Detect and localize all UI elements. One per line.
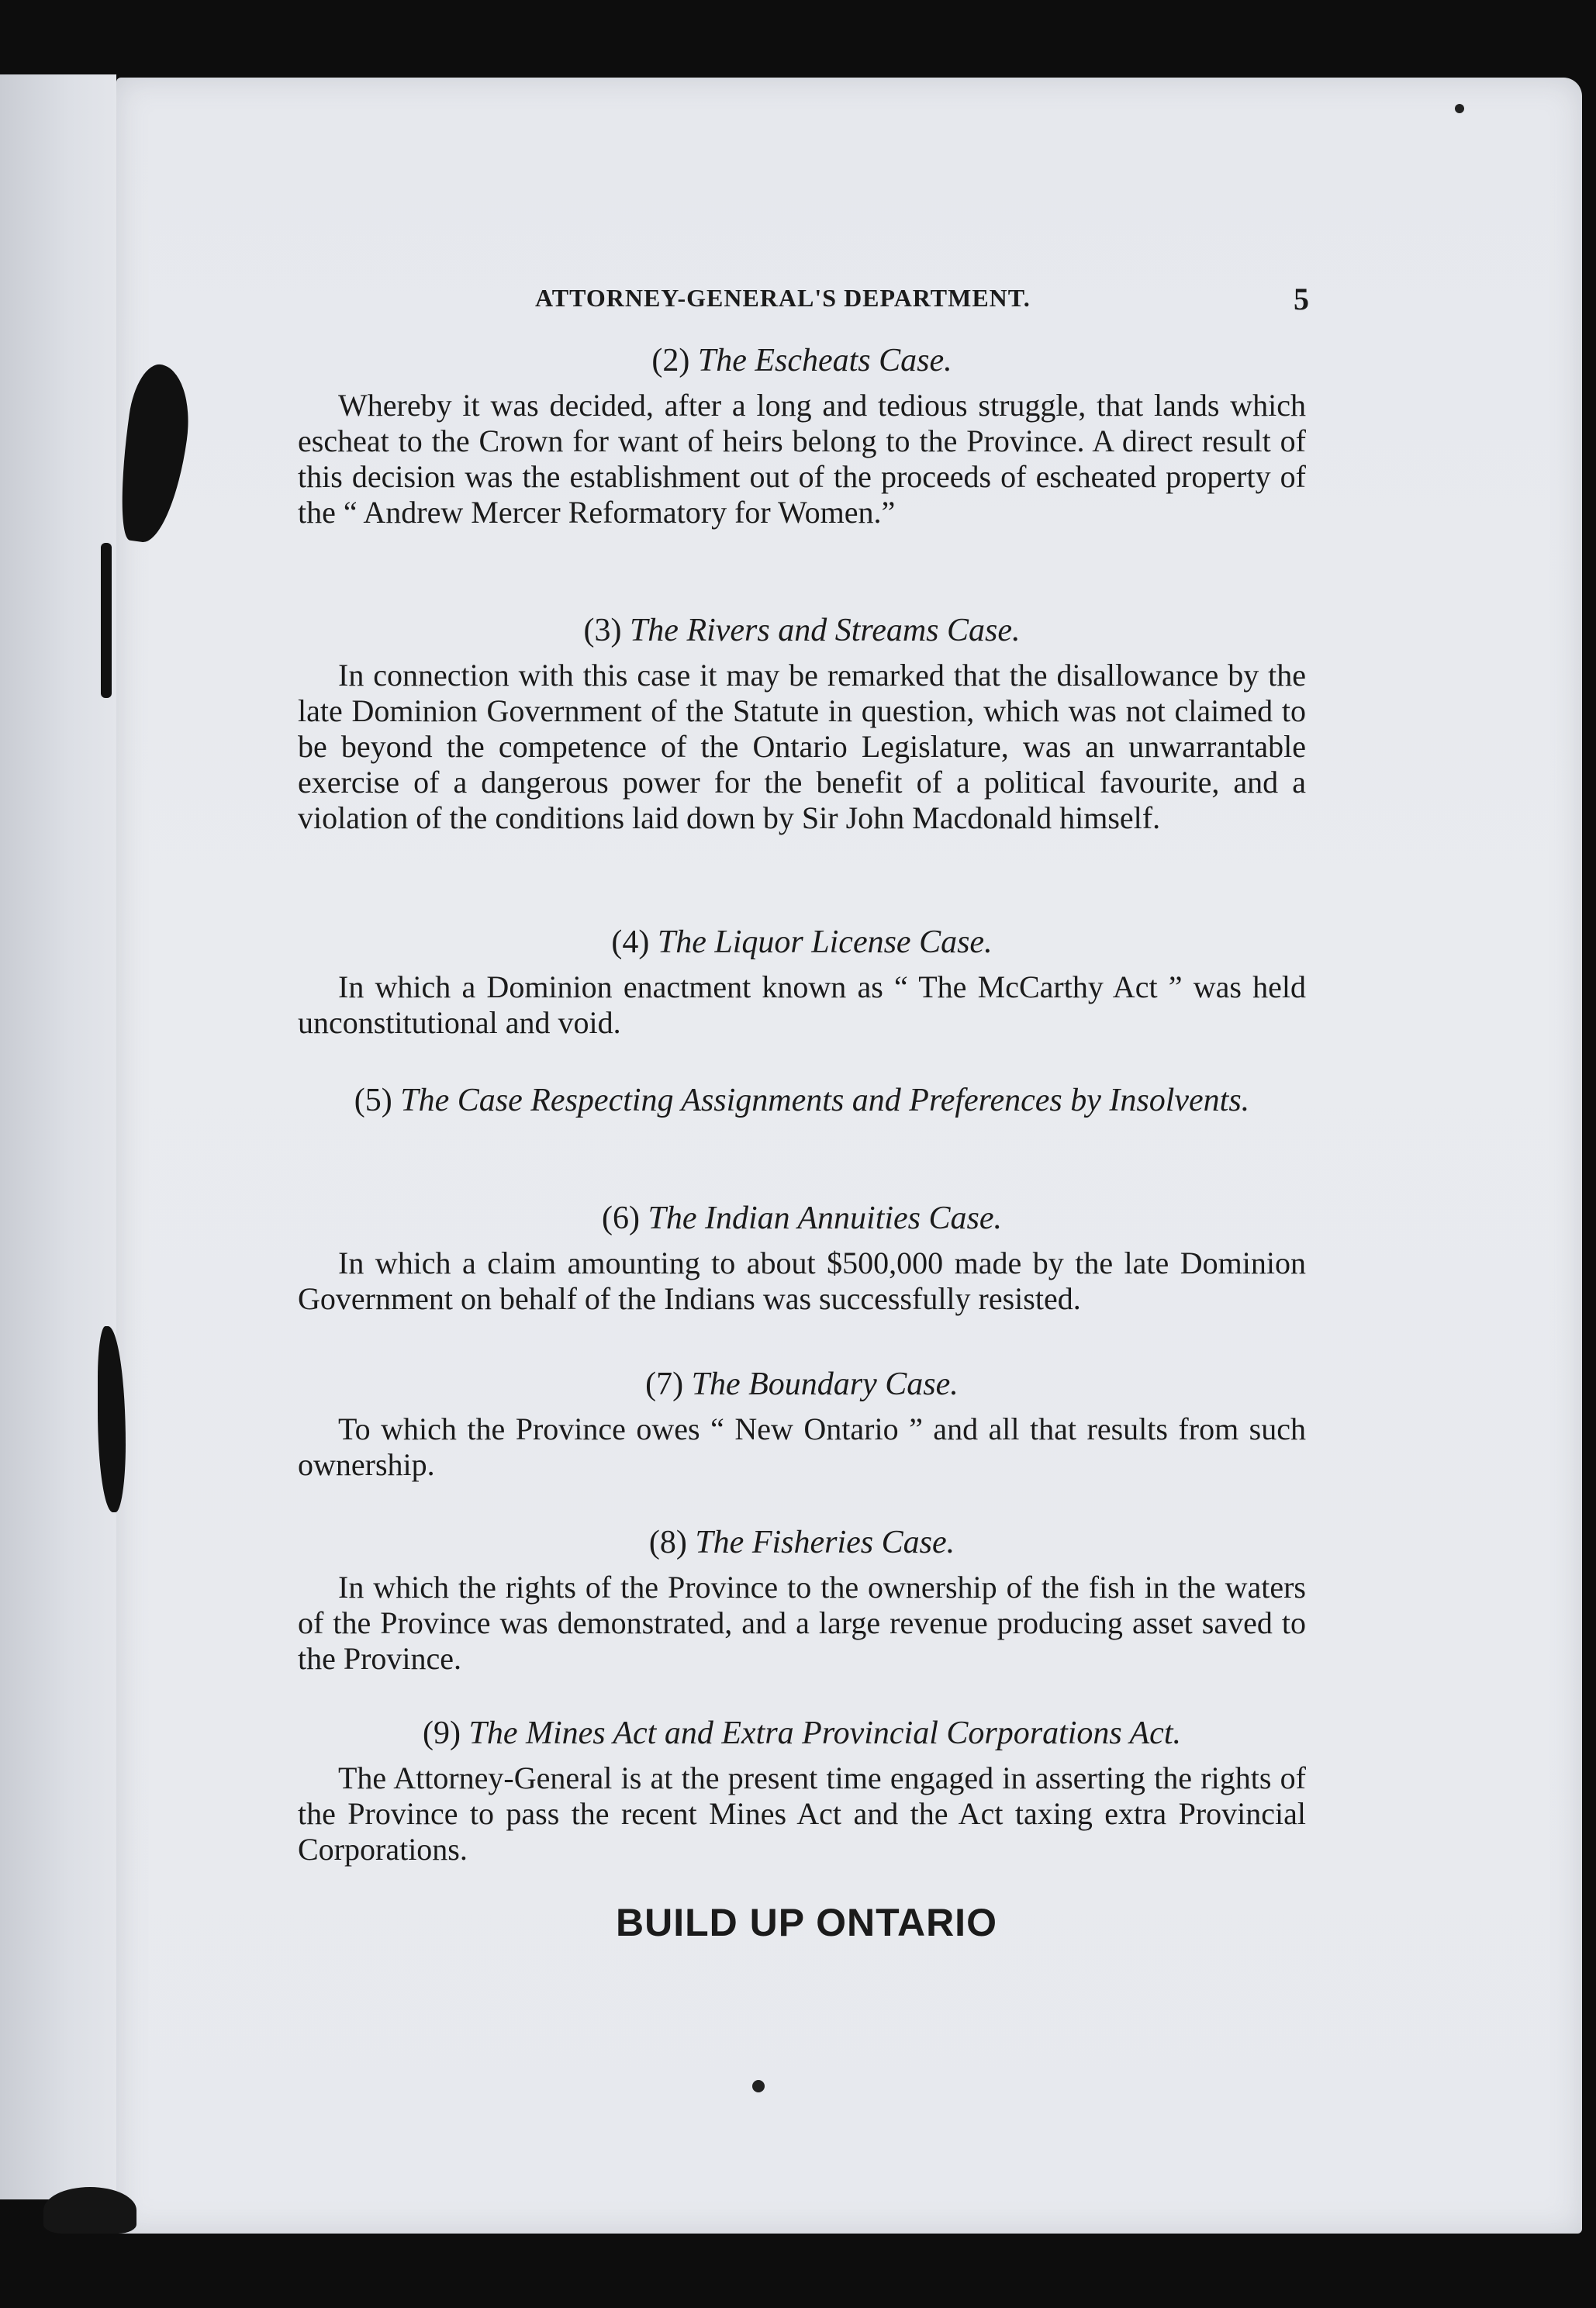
section-heading <box>298 1714 1306 1753</box>
section-heading <box>298 1081 1306 1120</box>
ink-speck <box>752 2080 765 2092</box>
section-number: (4) <box>611 924 650 960</box>
section-body: In which the rights of the Province to the ownership of the fish in the waters of the Province was demonstrated, and a large revenue producing asset saved to the Province. <box>298 1570 1306 1676</box>
section-title: The Case Respecting Assignments and Preferences by Insolvents. <box>400 1083 1250 1118</box>
section-number: (7) <box>645 1366 684 1402</box>
section-title: The Boundary Case. <box>691 1366 959 1402</box>
section-heading <box>298 341 1306 380</box>
section-heading <box>298 923 1306 962</box>
section-body: In connection with this case it may be remarked that the disallowance by the late Dominion Government of the Statute in question, which was not claimed to be beyond the competence of the Ontario Legislature, was an unwarrantable exercise of a dangerous power for the benefit of a political favourite, and a violation of the conditions laid down by Sir John Macdonald himself. <box>298 658 1306 835</box>
facing-page-edge <box>0 74 116 2199</box>
section-body: In which a claim amounting to about $500,000 made by the late Dominion Government on behalf of the Indians was successfully resisted. <box>298 1246 1306 1316</box>
section-title: The Liquor License Case. <box>657 924 993 960</box>
section-number: (3) <box>583 613 622 648</box>
section-body: The Attorney-General is at the present time engaged in asserting the rights of the Province to pass the recent Mines Act and the Act taxing extra Provincial Corporations. <box>298 1760 1306 1867</box>
section-title: The Indian Annuities Case. <box>648 1201 1003 1236</box>
section-body: Whereby it was decided, after a long and tedious struggle, that lands which escheat to the Crown for want of heirs belong to the Province. A direct result of this decision was the establishment out of the proceeds of escheated property of the “ Andrew Mercer Reformatory for Women.” <box>298 388 1306 530</box>
section-boundary <box>298 1365 1306 1483</box>
corner-shadow <box>43 2187 136 2234</box>
ink-speck <box>1455 104 1464 113</box>
section-heading <box>298 1523 1306 1562</box>
section-mines-act <box>298 1714 1306 1867</box>
section-fisheries <box>298 1523 1306 1677</box>
section-assignments <box>298 1081 1306 1120</box>
section-title: The Escheats Case. <box>697 343 952 378</box>
footer-slogan: BUILD UP ONTARIO <box>616 1901 997 1944</box>
section-liquor-license <box>298 923 1306 1041</box>
section-number: (9) <box>423 1715 461 1751</box>
running-head: ATTORNEY-GENERAL'S DEPARTMENT. <box>535 284 1031 312</box>
ink-stroke <box>101 543 112 698</box>
section-heading <box>298 1199 1306 1238</box>
page-number: 5 <box>1294 282 1309 316</box>
section-body: In which a Dominion enactment known as “ The McCarthy Act ” was held unconstitutional and void. <box>298 969 1306 1040</box>
section-body: To which the Province owes “ New Ontario ” and all that results from such ownership. <box>298 1411 1306 1482</box>
section-title: The Mines Act and Extra Provincial Corporations Act. <box>468 1715 1181 1751</box>
section-number: (6) <box>601 1201 640 1236</box>
section-heading <box>298 1365 1306 1404</box>
section-number: (8) <box>648 1525 687 1560</box>
section-indian-annuities <box>298 1199 1306 1317</box>
section-title: The Fisheries Case. <box>695 1525 955 1560</box>
section-number: (5) <box>354 1083 392 1118</box>
section-title: The Rivers and Streams Case. <box>629 613 1021 648</box>
section-heading <box>298 611 1306 650</box>
section-escheats <box>298 341 1306 530</box>
section-number: (2) <box>651 343 690 378</box>
section-rivers-streams <box>298 611 1306 836</box>
